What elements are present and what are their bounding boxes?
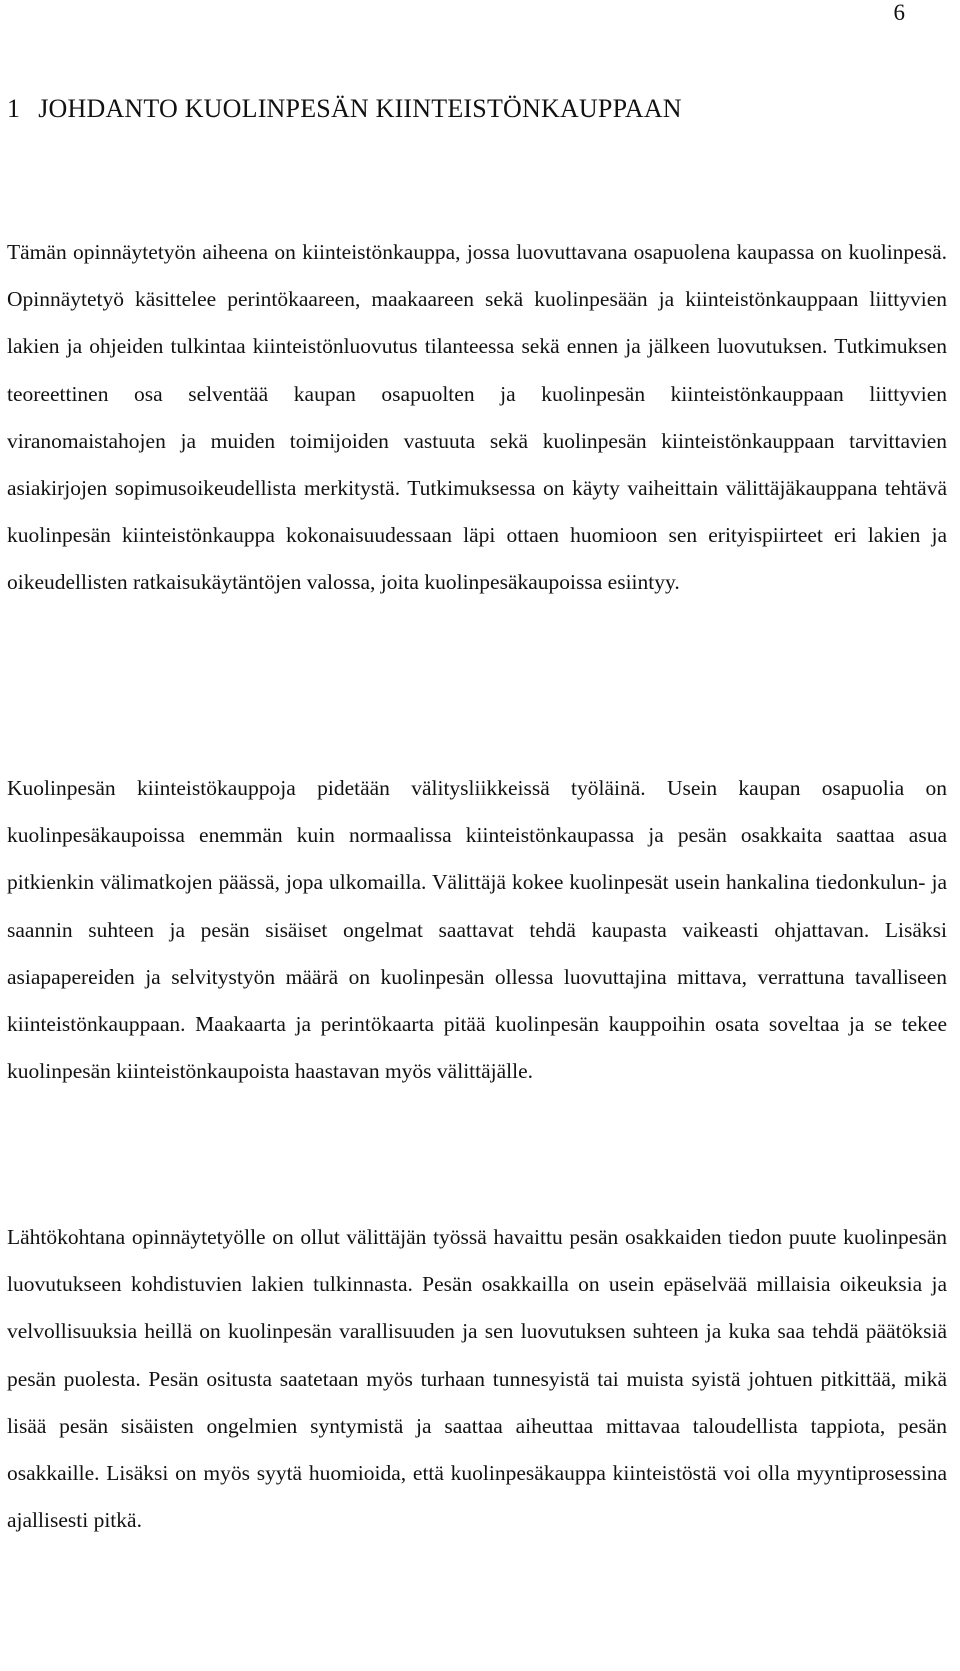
body-paragraph: Kuolinpesän kiinteistökauppoja pidetään välitysliikkeissä työläinä. Usein kaupan osapuolia on kuolinpesäkaupoissa enemmän kuin normaalissa kiinteistönkaupassa ja pesän osakkaita saattaa asua pitkienkin välimatkojen päässä, jopa ulkomailla. Välittäjä kokee kuolinpesät usein hankalina tiedonkulun- ja saannin suhteen ja pesän sisäiset ongelmat saattavat tehdä kaupasta vaikeasti ohjattavan. Lisäksi asiapapereiden ja selvitystyön määrä on kuolinpesän ollessa luovuttajina mittava, verrattuna tavalliseen kiinteistönkauppaan. Maakaarta ja perintökaarta pitää kuolinpesän kauppoihin osata soveltaa ja se tekee kuolinpesän kiinteistönkaupoista haastavan myös välittäjälle. <box>7 776 947 1084</box>
body-paragraph: Tämän opinnäytetyön aiheena on kiinteistönkauppa, jossa luovuttavana osapuolena kaupassa on kuolinpesä. Opinnäytetyö käsittelee perintökaareen, maakaareen sekä kuolinpesään ja kiinteistönkauppaan liittyvien lakien ja ohjeiden tulkintaa kiinteistönluovutus tilanteessa sekä ennen ja jälkeen luovutuksen. Tutkimuksen teoreettinen osa selventää kaupan osapuolten ja kuolinpesän kiinteistönkauppaan liittyvien viranomaistahojen ja muiden toimijoiden vastuuta sekä kuolinpesän kiinteistönkauppaan tarvittavien asiakirjojen sopimusoikeudellista merkitystä. Tutkimuksessa on käyty vaiheittain välittäjäkauppana tehtävä kuolinpesän kiinteistönkauppa kokonaisuudessaan läpi ottaen huomioon sen erityispiirteet eri lakien ja oikeudellisten ratkaisukäytäntöjen valossa, joita kuolinpesäkaupoissa esiintyy. <box>7 240 947 595</box>
page-number: 6 <box>893 0 905 25</box>
chapter-number: 1 <box>7 94 21 123</box>
chapter-heading <box>7 92 682 126</box>
chapter-title: JOHDANTO KUOLINPESÄN KIINTEISTÖNKAUPPAAN <box>38 94 682 123</box>
body-paragraph: Lähtökohtana opinnäytetyölle on ollut välittäjän työssä havaittu pesän osakkaiden tiedon puute kuolinpesän luovutukseen kohdistuvien lakien tulkinnasta. Pesän osakkailla on usein epäselvää millaisia oikeuksia ja velvollisuuksia heillä on kuolinpesän varallisuuden ja sen luovutuksen suhteen ja kuka saa tehdä päätöksiä pesän puolesta. Pesän ositusta saatetaan myös turhaan tunnesyistä tai muista syistä johtuen pitkittää, mikä lisää pesän sisäisten ongelmien syntymistä ja saattaa aiheuttaa mittavaa taloudellista tappiota, pesän osakkaille. Lisäksi on myös syytä huomioida, että kuolinpesäkauppa kiinteistöstä voi olla myyntiprosessina ajallisesti pitkä. <box>7 1225 947 1533</box>
